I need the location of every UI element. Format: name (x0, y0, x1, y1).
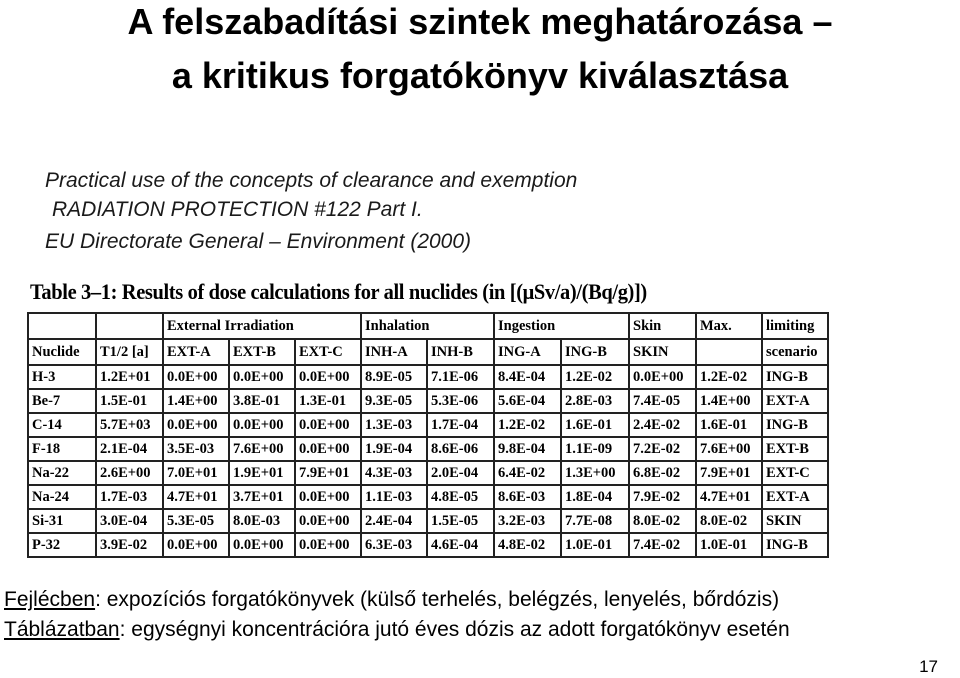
table-column-header: INH-B (427, 339, 494, 365)
table-row (28, 509, 828, 533)
table-cell: 5.3E-05 (163, 509, 229, 533)
table-cell: 2.6E+00 (96, 461, 163, 485)
table-cell: 1.4E+00 (163, 389, 229, 413)
table-cell: 3.5E-03 (163, 437, 229, 461)
table-cell: 4.6E-04 (427, 533, 494, 557)
table-cell: 0.0E+00 (229, 413, 295, 437)
table-cell: EXT-A (762, 485, 828, 509)
table-cell: 0.0E+00 (295, 437, 361, 461)
table-column-header: ING-B (561, 339, 629, 365)
table-row (28, 437, 828, 461)
table-cell: EXT-C (762, 461, 828, 485)
table-cell: 8.6E-03 (494, 485, 561, 509)
table-cell: 0.0E+00 (295, 509, 361, 533)
table-column-header: EXT-B (229, 339, 295, 365)
table-group-header: Inhalation (361, 313, 494, 339)
table-cell: H-3 (28, 365, 96, 389)
footer-label-table: Táblázatban (4, 618, 120, 641)
table-group-header: limiting (762, 313, 828, 339)
slide-title-line-1: A felszabadítási szintek meghatározása – (127, 1, 833, 42)
table-cell: 6.4E-02 (494, 461, 561, 485)
table-cell: 7.6E+00 (229, 437, 295, 461)
table-column-header: INH-A (361, 339, 427, 365)
table-cell: 8.0E-02 (696, 509, 762, 533)
table-cell: Si-31 (28, 509, 96, 533)
table-cell: 2.1E-04 (96, 437, 163, 461)
slide-title-line-2: a kritikus forgatókönyv kiválasztása (171, 55, 789, 96)
table-cell: 4.8E-02 (494, 533, 561, 557)
footer-label-header: Fejlécben (4, 588, 96, 611)
table-cell: 1.2E-02 (494, 413, 561, 437)
table-cell: 1.5E-01 (96, 389, 163, 413)
footer-note-table (4, 617, 790, 643)
table-group-header: Skin (629, 313, 696, 339)
table-cell: 8.0E-02 (629, 509, 696, 533)
table-cell: 5.6E-04 (494, 389, 561, 413)
table-cell: 0.0E+00 (163, 413, 229, 437)
footer-note-header (4, 587, 779, 613)
table-row (28, 413, 828, 437)
table-column-header: scenario (762, 339, 828, 365)
table-column-header: SKIN (629, 339, 696, 365)
table-group-header: External Irradiation (163, 313, 361, 339)
table-cell: 7.6E+00 (696, 437, 762, 461)
table-cell: 0.0E+00 (295, 365, 361, 389)
table-row (28, 389, 828, 413)
table-cell: 1.3E-01 (295, 389, 361, 413)
table-cell: 4.3E-03 (361, 461, 427, 485)
table-cell: 8.0E-03 (229, 509, 295, 533)
table-cell: ING-B (762, 413, 828, 437)
table-cell: 1.0E-01 (561, 533, 629, 557)
table-cell: 3.0E-04 (96, 509, 163, 533)
table-cell: SKIN (762, 509, 828, 533)
table-column-header: Nuclide (28, 339, 96, 365)
table-cell: 9.8E-04 (494, 437, 561, 461)
table-cell: 7.4E-02 (629, 533, 696, 557)
source-series: RADIATION PROTECTION #122 Part I. (52, 198, 423, 221)
table-cell: 1.4E+00 (696, 389, 762, 413)
table-cell: 1.2E-02 (696, 365, 762, 389)
table-cell: 1.7E-03 (96, 485, 163, 509)
table-cell: Na-22 (28, 461, 96, 485)
table-cell: 6.3E-03 (361, 533, 427, 557)
table-column-header: ING-A (494, 339, 561, 365)
table-cell: 2.4E-04 (361, 509, 427, 533)
table-cell: 1.7E-04 (427, 413, 494, 437)
table-cell: 2.0E-04 (427, 461, 494, 485)
table-cell: 3.9E-02 (96, 533, 163, 557)
table-cell: EXT-A (762, 389, 828, 413)
table-cell: ING-B (762, 365, 828, 389)
table-cell: 7.9E+01 (696, 461, 762, 485)
table-group-header: Ingestion (494, 313, 629, 339)
page-number: 17 (919, 657, 938, 676)
table-cell: 6.8E-02 (629, 461, 696, 485)
table-cell: 1.6E-01 (696, 413, 762, 437)
table-cell: 9.3E-05 (361, 389, 427, 413)
table-cell: 0.0E+00 (295, 413, 361, 437)
table-cell: ING-B (762, 533, 828, 557)
table-cell: 5.7E+03 (96, 413, 163, 437)
table-cell: 7.0E+01 (163, 461, 229, 485)
table-row (28, 533, 828, 557)
table-cell: 0.0E+00 (229, 365, 295, 389)
table-group-header (96, 313, 163, 339)
table-cell: 7.1E-06 (427, 365, 494, 389)
table-cell: C-14 (28, 413, 96, 437)
table-column-header (696, 339, 762, 365)
source-publisher: EU Directorate General – Environment (2000) (45, 230, 472, 253)
table-cell: 1.6E-01 (561, 413, 629, 437)
table-cell: 3.8E-01 (229, 389, 295, 413)
table-row (28, 365, 828, 389)
table-cell: EXT-B (762, 437, 828, 461)
table-cell: Na-24 (28, 485, 96, 509)
table-column-header: T1/2 [a] (96, 339, 163, 365)
table-cell: 2.4E-02 (629, 413, 696, 437)
table-group-header (28, 313, 96, 339)
table-cell: 1.0E-01 (696, 533, 762, 557)
table-cell: 1.3E+00 (561, 461, 629, 485)
table-row (28, 461, 828, 485)
table-cell: 1.1E-09 (561, 437, 629, 461)
table-cell: 7.4E-05 (629, 389, 696, 413)
table-cell: 0.0E+00 (629, 365, 696, 389)
table-cell: P-32 (28, 533, 96, 557)
table-cell: 3.2E-03 (494, 509, 561, 533)
table-column-header: EXT-C (295, 339, 361, 365)
table-cell: 2.8E-03 (561, 389, 629, 413)
table-cell: 4.7E+01 (696, 485, 762, 509)
dose-table (27, 312, 829, 558)
source-title: Practical use of the concepts of clearance and exemption (45, 169, 578, 192)
table-cell: 1.8E-04 (561, 485, 629, 509)
table-cell: 1.5E-05 (427, 509, 494, 533)
table-cell: 0.0E+00 (295, 533, 361, 557)
table-cell: 1.9E+01 (229, 461, 295, 485)
footer-text-header: : expozíciós forgatókönyvek (külső terhelés, belégzés, lenyelés, bőrdózis) (95, 588, 780, 611)
table-cell: 1.9E-04 (361, 437, 427, 461)
table-column-header: EXT-A (163, 339, 229, 365)
table-cell: 8.6E-06 (427, 437, 494, 461)
table-cell: 4.7E+01 (163, 485, 229, 509)
table-cell: 7.9E-02 (629, 485, 696, 509)
table-cell: 7.7E-08 (561, 509, 629, 533)
table-group-header: Max. (696, 313, 762, 339)
table-cell: 0.0E+00 (163, 365, 229, 389)
table-cell: 0.0E+00 (295, 485, 361, 509)
table-cell: 1.2E-02 (561, 365, 629, 389)
table-cell: 7.2E-02 (629, 437, 696, 461)
table-caption: Table 3–1: Results of dose calculations for all nuclides (in [(μSv/a)/(Bq/g)]) (30, 279, 647, 304)
table-cell: 1.2E+01 (96, 365, 163, 389)
dose-table-image (27, 312, 835, 569)
table-cell: 8.9E-05 (361, 365, 427, 389)
table-cell: 1.1E-03 (361, 485, 427, 509)
table-cell: 1.3E-03 (361, 413, 427, 437)
table-row (28, 485, 828, 509)
footer-text-table: : egységnyi koncentrációra jutó éves dózis az adott forgatókönyv esetén (119, 618, 790, 641)
table-cell: F-18 (28, 437, 96, 461)
table-cell: 0.0E+00 (163, 533, 229, 557)
table-cell: Be-7 (28, 389, 96, 413)
table-cell: 7.9E+01 (295, 461, 361, 485)
table-cell: 0.0E+00 (229, 533, 295, 557)
table-cell: 4.8E-05 (427, 485, 494, 509)
table-cell: 8.4E-04 (494, 365, 561, 389)
table-cell: 3.7E+01 (229, 485, 295, 509)
table-cell: 5.3E-06 (427, 389, 494, 413)
